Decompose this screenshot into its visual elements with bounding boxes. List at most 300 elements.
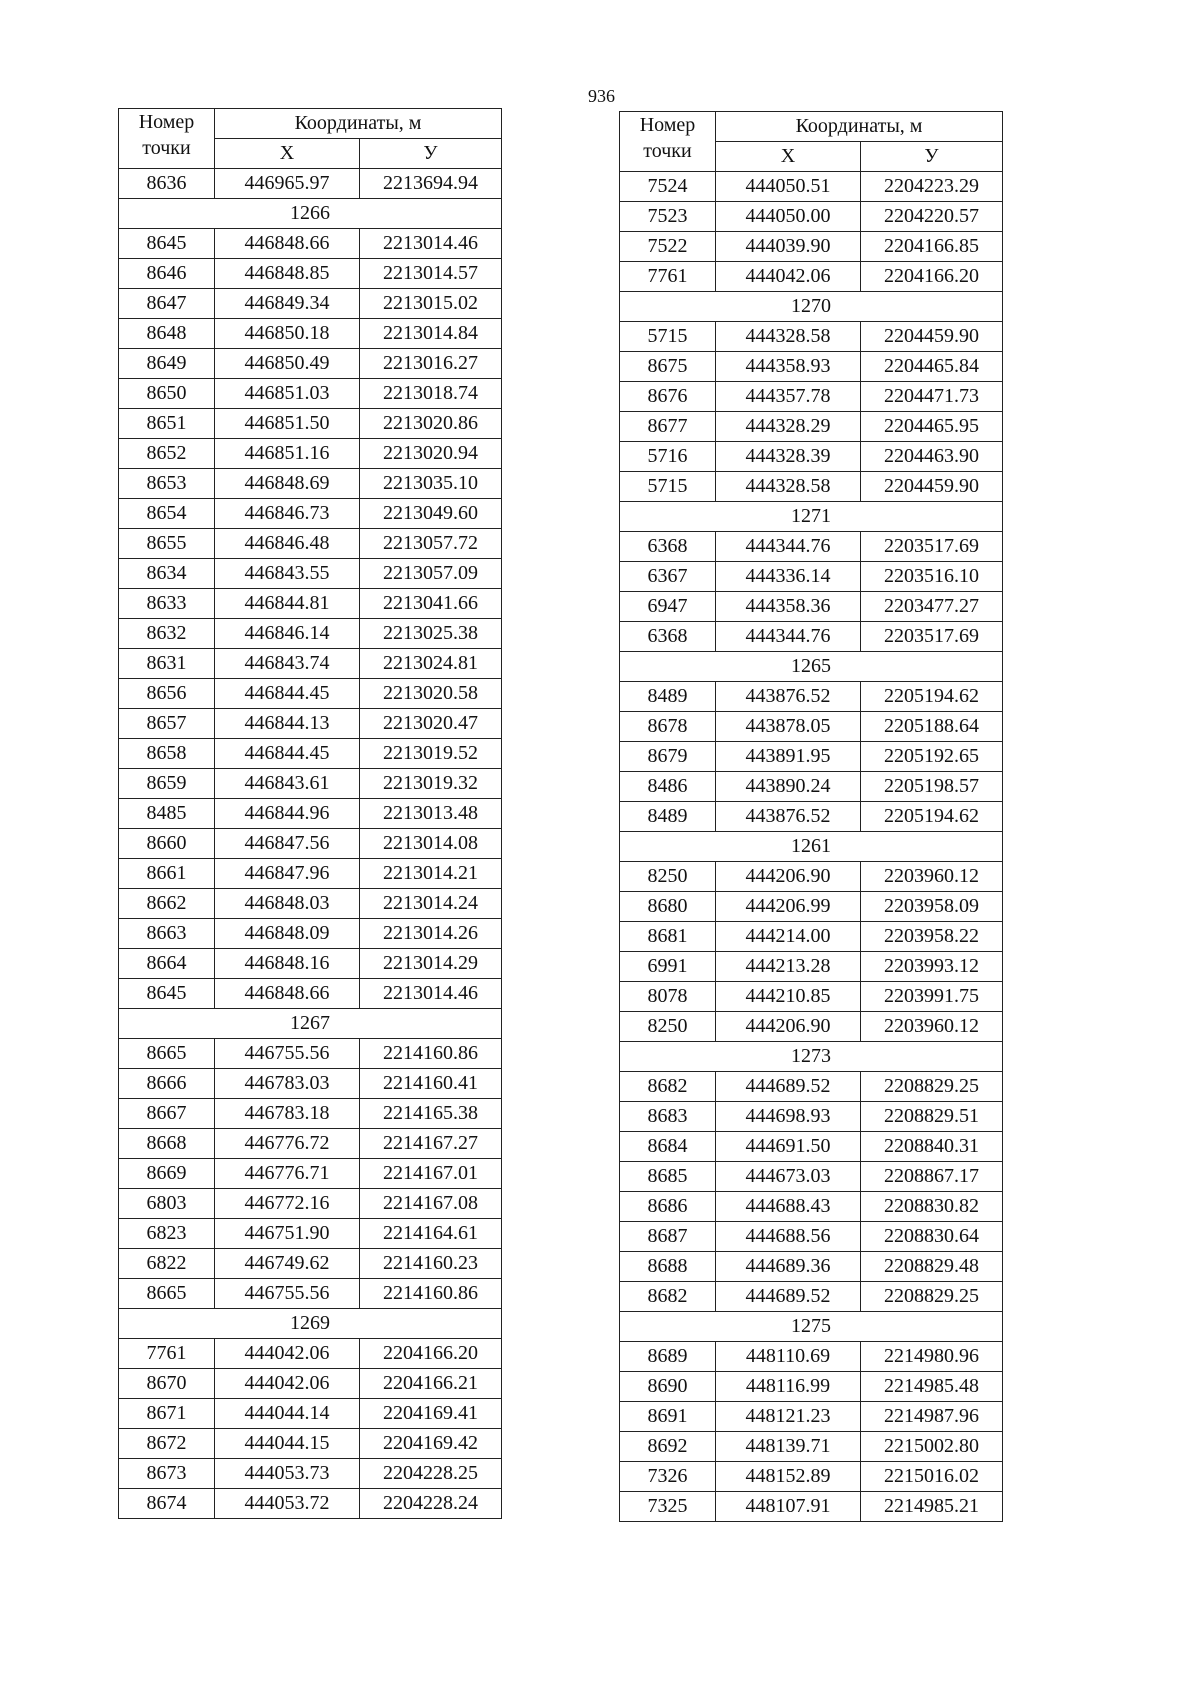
- x-coordinate-cell: 443876.52: [716, 682, 861, 712]
- table-row: [620, 802, 1003, 832]
- y-coordinate-cell: 2203960.12: [861, 1012, 1003, 1042]
- table-row: [620, 1432, 1003, 1462]
- x-coordinate-cell: 448121.23: [716, 1402, 861, 1432]
- coordinates-header: Координаты, м: [716, 112, 1003, 142]
- table-row: [620, 1132, 1003, 1162]
- x-coordinate-cell: 444042.06: [215, 1339, 360, 1369]
- point-number-cell: 8665: [119, 1279, 215, 1309]
- y-coordinate-cell: 2213024.81: [360, 649, 502, 679]
- table-row: [620, 1012, 1003, 1042]
- point-number-cell: 5716: [620, 442, 716, 472]
- page-number: 936: [588, 86, 615, 106]
- y-coordinate-cell: 2213013.48: [360, 799, 502, 829]
- y-coordinate-cell: 2204166.85: [861, 232, 1003, 262]
- table-row: [119, 289, 502, 319]
- x-coordinate-cell: 444213.28: [716, 952, 861, 982]
- y-coordinate-cell: 2203517.69: [861, 622, 1003, 652]
- point-number-cell: 6823: [119, 1219, 215, 1249]
- table-row: [119, 1429, 502, 1459]
- y-coordinate-cell: 2205188.64: [861, 712, 1003, 742]
- x-coordinate-cell: 446755.56: [215, 1279, 360, 1309]
- table-row: [119, 409, 502, 439]
- point-number-cell: 8683: [620, 1102, 716, 1132]
- x-coordinate-cell: 446843.74: [215, 649, 360, 679]
- x-coordinate-cell: 448107.91: [716, 1492, 861, 1522]
- x-coordinate-cell: 446851.03: [215, 379, 360, 409]
- y-coordinate-cell: 2213016.27: [360, 349, 502, 379]
- point-number-cell: 8682: [620, 1282, 716, 1312]
- table-row: [119, 889, 502, 919]
- x-coordinate-cell: 446850.49: [215, 349, 360, 379]
- point-number-cell: 6367: [620, 562, 716, 592]
- point-number-cell: 8657: [119, 709, 215, 739]
- table-row: [620, 712, 1003, 742]
- point-number-cell: 6991: [620, 952, 716, 982]
- section-row: [620, 1042, 1003, 1072]
- point-number-cell: 8654: [119, 499, 215, 529]
- table-row: [119, 829, 502, 859]
- point-number-cell: 8688: [620, 1252, 716, 1282]
- table-row: [620, 352, 1003, 382]
- x-coordinate-cell: 446848.09: [215, 919, 360, 949]
- section-row: [119, 1009, 502, 1039]
- x-coordinate-cell: 444689.52: [716, 1072, 861, 1102]
- point-number-cell: 8666: [119, 1069, 215, 1099]
- point-number-cell: 8686: [620, 1192, 716, 1222]
- table-row: [119, 1129, 502, 1159]
- point-number-cell: 8649: [119, 349, 215, 379]
- table-row: [119, 499, 502, 529]
- x-coordinate-cell: 448116.99: [716, 1372, 861, 1402]
- table-row: [119, 709, 502, 739]
- x-coordinate-cell: 446783.18: [215, 1099, 360, 1129]
- y-coordinate-cell: 2213025.38: [360, 619, 502, 649]
- x-coordinate-cell: 446772.16: [215, 1189, 360, 1219]
- table-row: [620, 232, 1003, 262]
- point-number-cell: 8662: [119, 889, 215, 919]
- table-row: [119, 619, 502, 649]
- point-number-cell: 5715: [620, 472, 716, 502]
- table-row: [620, 922, 1003, 952]
- point-number-cell: 8250: [620, 862, 716, 892]
- point-number-cell: 8685: [620, 1162, 716, 1192]
- x-coordinate-cell: 446850.18: [215, 319, 360, 349]
- y-coordinate-cell: 2215016.02: [861, 1462, 1003, 1492]
- x-coordinate-cell: 444206.99: [716, 892, 861, 922]
- x-coordinate-cell: 446848.69: [215, 469, 360, 499]
- table-row: [620, 1102, 1003, 1132]
- point-number-header-line2: точки: [643, 140, 692, 162]
- point-number-cell: 8651: [119, 409, 215, 439]
- point-number-cell: 8648: [119, 319, 215, 349]
- y-coordinate-cell: 2214167.27: [360, 1129, 502, 1159]
- x-coordinate-cell: 446849.34: [215, 289, 360, 319]
- table-row: [620, 1072, 1003, 1102]
- table-row: [119, 1069, 502, 1099]
- y-coordinate-cell: 2213020.47: [360, 709, 502, 739]
- y-coordinate-cell: 2204228.24: [360, 1489, 502, 1519]
- y-coordinate-cell: 2213057.09: [360, 559, 502, 589]
- table-row: [119, 259, 502, 289]
- point-number-cell: 8489: [620, 802, 716, 832]
- section-row: [620, 1312, 1003, 1342]
- x-coordinate-cell: 446776.71: [215, 1159, 360, 1189]
- y-coordinate-cell: 2214987.96: [861, 1402, 1003, 1432]
- point-number-cell: 8669: [119, 1159, 215, 1189]
- x-coordinate-cell: 444357.78: [716, 382, 861, 412]
- x-coordinate-cell: 446848.85: [215, 259, 360, 289]
- point-number-cell: 8250: [620, 1012, 716, 1042]
- y-coordinate-cell: 2204169.41: [360, 1399, 502, 1429]
- y-coordinate-cell: 2208829.51: [861, 1102, 1003, 1132]
- y-coordinate-cell: 2214160.41: [360, 1069, 502, 1099]
- y-coordinate-cell: 2213014.21: [360, 859, 502, 889]
- table-row: [620, 562, 1003, 592]
- point-number-cell: 8661: [119, 859, 215, 889]
- point-number-header-line1: Номер: [639, 114, 696, 136]
- x-coordinate-cell: 446851.16: [215, 439, 360, 469]
- section-number: 1270: [620, 292, 1003, 322]
- y-coordinate-cell: 2214985.48: [861, 1372, 1003, 1402]
- table-row: [620, 1402, 1003, 1432]
- y-coordinate-cell: 2204459.90: [861, 472, 1003, 502]
- y-coordinate-cell: 2208840.31: [861, 1132, 1003, 1162]
- point-number-cell: 8673: [119, 1459, 215, 1489]
- y-coordinate-cell: 2213020.94: [360, 439, 502, 469]
- point-number-cell: 8689: [620, 1342, 716, 1372]
- section-number: 1261: [620, 832, 1003, 862]
- x-coordinate-cell: 444039.90: [716, 232, 861, 262]
- y-coordinate-cell: 2213015.02: [360, 289, 502, 319]
- y-coordinate-cell: 2213014.46: [360, 979, 502, 1009]
- y-coordinate-cell: 2213014.08: [360, 829, 502, 859]
- point-number-cell: 8631: [119, 649, 215, 679]
- table-row: [119, 439, 502, 469]
- y-coordinate-cell: 2208830.64: [861, 1222, 1003, 1252]
- x-coordinate-cell: 446751.90: [215, 1219, 360, 1249]
- table-row: [119, 1189, 502, 1219]
- point-number-cell: 6368: [620, 622, 716, 652]
- point-number-cell: 7523: [620, 202, 716, 232]
- y-coordinate-cell: 2208829.25: [861, 1282, 1003, 1312]
- table-row: [119, 1399, 502, 1429]
- y-coordinate-cell: 2203991.75: [861, 982, 1003, 1012]
- x-coordinate-cell: 446965.97: [215, 169, 360, 199]
- x-coordinate-cell: 446848.03: [215, 889, 360, 919]
- x-coordinate-cell: 443878.05: [716, 712, 861, 742]
- point-number-cell: 7524: [620, 172, 716, 202]
- point-number-cell: 8647: [119, 289, 215, 319]
- y-coordinate-cell: 2213018.74: [360, 379, 502, 409]
- x-coordinate-cell: 446846.48: [215, 529, 360, 559]
- point-number-cell: 8676: [620, 382, 716, 412]
- table-row: [620, 412, 1003, 442]
- y-coordinate-cell: 2203960.12: [861, 862, 1003, 892]
- x-coordinate-cell: 444053.73: [215, 1459, 360, 1489]
- section-row: [620, 832, 1003, 862]
- table-row: [119, 529, 502, 559]
- section-number: 1265: [620, 652, 1003, 682]
- x-header: Х: [215, 139, 360, 169]
- x-coordinate-cell: 444328.58: [716, 472, 861, 502]
- point-number-cell: 8633: [119, 589, 215, 619]
- x-coordinate-cell: 444698.93: [716, 1102, 861, 1132]
- table-row: [119, 589, 502, 619]
- table-row: [119, 319, 502, 349]
- table-row: [620, 982, 1003, 1012]
- y-coordinate-cell: 2204169.42: [360, 1429, 502, 1459]
- x-coordinate-cell: 446848.66: [215, 229, 360, 259]
- y-coordinate-cell: 2205194.62: [861, 802, 1003, 832]
- section-row: [119, 199, 502, 229]
- y-coordinate-cell: 2214160.86: [360, 1039, 502, 1069]
- table-row: [119, 1039, 502, 1069]
- point-number-header-line1: Номер: [138, 111, 195, 133]
- table-row: [620, 1372, 1003, 1402]
- table-row: [119, 229, 502, 259]
- y-coordinate-cell: 2203477.27: [861, 592, 1003, 622]
- x-coordinate-cell: 446847.96: [215, 859, 360, 889]
- y-coordinate-cell: 2213019.52: [360, 739, 502, 769]
- section-row: [620, 652, 1003, 682]
- y-coordinate-cell: 2204465.95: [861, 412, 1003, 442]
- x-coordinate-cell: 446843.61: [215, 769, 360, 799]
- x-coordinate-cell: 444210.85: [716, 982, 861, 1012]
- y-coordinate-cell: 2213035.10: [360, 469, 502, 499]
- y-coordinate-cell: 2214160.23: [360, 1249, 502, 1279]
- point-number-cell: 8636: [119, 169, 215, 199]
- table-row: [620, 1282, 1003, 1312]
- x-coordinate-cell: 444691.50: [716, 1132, 861, 1162]
- table-row: [620, 382, 1003, 412]
- x-coordinate-cell: 446851.50: [215, 409, 360, 439]
- point-number-cell: 8684: [620, 1132, 716, 1162]
- table-row: [119, 1459, 502, 1489]
- point-number-cell: 8485: [119, 799, 215, 829]
- point-number-header: [620, 112, 716, 172]
- x-coordinate-cell: 444050.00: [716, 202, 861, 232]
- point-number-cell: 8672: [119, 1429, 215, 1459]
- x-coordinate-cell: 446749.62: [215, 1249, 360, 1279]
- y-coordinate-cell: 2204228.25: [360, 1459, 502, 1489]
- point-number-cell: 5715: [620, 322, 716, 352]
- table-row: [620, 472, 1003, 502]
- point-number-cell: 8664: [119, 949, 215, 979]
- table-row: [620, 1192, 1003, 1222]
- table-row: [119, 949, 502, 979]
- y-coordinate-cell: 2214165.38: [360, 1099, 502, 1129]
- y-coordinate-cell: 2213014.26: [360, 919, 502, 949]
- y-coordinate-cell: 2214167.01: [360, 1159, 502, 1189]
- coordinates-table-left: [118, 108, 502, 1519]
- point-number-cell: 8486: [620, 772, 716, 802]
- y-coordinate-cell: 2213020.86: [360, 409, 502, 439]
- table-row: [119, 979, 502, 1009]
- y-coordinate-cell: 2204459.90: [861, 322, 1003, 352]
- table-row: [119, 469, 502, 499]
- point-number-cell: 6822: [119, 1249, 215, 1279]
- table-row: [620, 892, 1003, 922]
- x-coordinate-cell: 444358.93: [716, 352, 861, 382]
- y-coordinate-cell: 2213057.72: [360, 529, 502, 559]
- point-number-cell: 8663: [119, 919, 215, 949]
- table-row: [119, 1249, 502, 1279]
- point-number-cell: 8671: [119, 1399, 215, 1429]
- section-number: 1273: [620, 1042, 1003, 1072]
- point-number-cell: 8650: [119, 379, 215, 409]
- x-coordinate-cell: 446848.16: [215, 949, 360, 979]
- point-number-cell: 8659: [119, 769, 215, 799]
- x-coordinate-cell: 444688.56: [716, 1222, 861, 1252]
- x-coordinate-cell: 444042.06: [716, 262, 861, 292]
- table-row: [119, 1159, 502, 1189]
- section-row: [620, 292, 1003, 322]
- point-number-cell: 8656: [119, 679, 215, 709]
- table-row: [119, 1219, 502, 1249]
- table-body-left: [119, 169, 502, 1519]
- point-number-cell: 8691: [620, 1402, 716, 1432]
- table-row: [620, 682, 1003, 712]
- point-number-cell: 8668: [119, 1129, 215, 1159]
- point-number-cell: 8660: [119, 829, 215, 859]
- y-coordinate-cell: 2204166.20: [360, 1339, 502, 1369]
- x-coordinate-cell: 446755.56: [215, 1039, 360, 1069]
- y-coordinate-cell: 2213014.57: [360, 259, 502, 289]
- y-coordinate-cell: 2214160.86: [360, 1279, 502, 1309]
- table-row: [620, 442, 1003, 472]
- x-coordinate-cell: 444328.58: [716, 322, 861, 352]
- section-number: 1266: [119, 199, 502, 229]
- table-row: [620, 1162, 1003, 1192]
- x-coordinate-cell: 444042.06: [215, 1369, 360, 1399]
- table-row: [620, 262, 1003, 292]
- x-coordinate-cell: 448152.89: [716, 1462, 861, 1492]
- table-row: [119, 379, 502, 409]
- x-coordinate-cell: 444358.36: [716, 592, 861, 622]
- y-header: У: [861, 142, 1003, 172]
- x-coordinate-cell: 444206.90: [716, 1012, 861, 1042]
- x-coordinate-cell: 444050.51: [716, 172, 861, 202]
- table-row: [119, 1099, 502, 1129]
- y-coordinate-cell: 2213041.66: [360, 589, 502, 619]
- x-coordinate-cell: 446846.14: [215, 619, 360, 649]
- table-row: [620, 1342, 1003, 1372]
- table-row: [119, 1489, 502, 1519]
- y-coordinate-cell: 2214985.21: [861, 1492, 1003, 1522]
- x-coordinate-cell: 444053.72: [215, 1489, 360, 1519]
- x-coordinate-cell: 446848.66: [215, 979, 360, 1009]
- point-number-header-line2: точки: [142, 137, 191, 159]
- point-number-cell: 8675: [620, 352, 716, 382]
- point-number-cell: 8652: [119, 439, 215, 469]
- y-coordinate-cell: 2213014.84: [360, 319, 502, 349]
- point-number-cell: 8690: [620, 1372, 716, 1402]
- point-number-cell: 8634: [119, 559, 215, 589]
- y-coordinate-cell: 2215002.80: [861, 1432, 1003, 1462]
- section-number: 1275: [620, 1312, 1003, 1342]
- point-number-cell: 7761: [620, 262, 716, 292]
- y-coordinate-cell: 2204220.57: [861, 202, 1003, 232]
- table-row: [620, 862, 1003, 892]
- point-number-header: [119, 109, 215, 169]
- table-row: [620, 1222, 1003, 1252]
- y-coordinate-cell: 2213014.29: [360, 949, 502, 979]
- table-row: [119, 859, 502, 889]
- y-coordinate-cell: 2213020.58: [360, 679, 502, 709]
- section-number: 1271: [620, 502, 1003, 532]
- x-coordinate-cell: 444206.90: [716, 862, 861, 892]
- y-coordinate-cell: 2213694.94: [360, 169, 502, 199]
- point-number-cell: 8679: [620, 742, 716, 772]
- y-coordinate-cell: 2204463.90: [861, 442, 1003, 472]
- x-coordinate-cell: 446844.96: [215, 799, 360, 829]
- x-coordinate-cell: 448139.71: [716, 1432, 861, 1462]
- y-coordinate-cell: 2208829.48: [861, 1252, 1003, 1282]
- x-coordinate-cell: 444214.00: [716, 922, 861, 952]
- point-number-cell: 8632: [119, 619, 215, 649]
- x-coordinate-cell: 443876.52: [716, 802, 861, 832]
- y-coordinate-cell: 2214164.61: [360, 1219, 502, 1249]
- point-number-cell: 8658: [119, 739, 215, 769]
- x-coordinate-cell: 444328.39: [716, 442, 861, 472]
- table-row: [620, 202, 1003, 232]
- point-number-cell: 8681: [620, 922, 716, 952]
- table-row: [119, 559, 502, 589]
- y-coordinate-cell: 2213014.46: [360, 229, 502, 259]
- y-coordinate-cell: 2204465.84: [861, 352, 1003, 382]
- x-coordinate-cell: 444344.76: [716, 622, 861, 652]
- section-number: 1269: [119, 1309, 502, 1339]
- point-number-cell: 8670: [119, 1369, 215, 1399]
- x-coordinate-cell: 444689.52: [716, 1282, 861, 1312]
- y-coordinate-cell: 2208830.82: [861, 1192, 1003, 1222]
- point-number-cell: 8489: [620, 682, 716, 712]
- point-number-cell: 8645: [119, 229, 215, 259]
- point-number-cell: 6368: [620, 532, 716, 562]
- y-coordinate-cell: 2204223.29: [861, 172, 1003, 202]
- x-coordinate-cell: 443890.24: [716, 772, 861, 802]
- coordinates-header: Координаты, м: [215, 109, 502, 139]
- x-header: Х: [716, 142, 861, 172]
- point-number-cell: 8687: [620, 1222, 716, 1252]
- y-coordinate-cell: 2214167.08: [360, 1189, 502, 1219]
- x-coordinate-cell: 444328.29: [716, 412, 861, 442]
- x-coordinate-cell: 446846.73: [215, 499, 360, 529]
- point-number-cell: 7326: [620, 1462, 716, 1492]
- point-number-cell: 6947: [620, 592, 716, 622]
- y-header: У: [360, 139, 502, 169]
- table-row: [119, 1369, 502, 1399]
- y-coordinate-cell: 2204166.21: [360, 1369, 502, 1399]
- x-coordinate-cell: 444336.14: [716, 562, 861, 592]
- section-row: [620, 502, 1003, 532]
- y-coordinate-cell: 2203958.09: [861, 892, 1003, 922]
- x-coordinate-cell: 446776.72: [215, 1129, 360, 1159]
- y-coordinate-cell: 2203993.12: [861, 952, 1003, 982]
- x-coordinate-cell: 444688.43: [716, 1192, 861, 1222]
- y-coordinate-cell: 2203958.22: [861, 922, 1003, 952]
- point-number-cell: 7325: [620, 1492, 716, 1522]
- point-number-cell: 8680: [620, 892, 716, 922]
- x-coordinate-cell: 444344.76: [716, 532, 861, 562]
- table-row: [119, 169, 502, 199]
- x-coordinate-cell: 448110.69: [716, 1342, 861, 1372]
- point-number-cell: 8645: [119, 979, 215, 1009]
- section-row: [119, 1309, 502, 1339]
- table-row: [119, 799, 502, 829]
- table-row: [119, 739, 502, 769]
- y-coordinate-cell: 2205192.65: [861, 742, 1003, 772]
